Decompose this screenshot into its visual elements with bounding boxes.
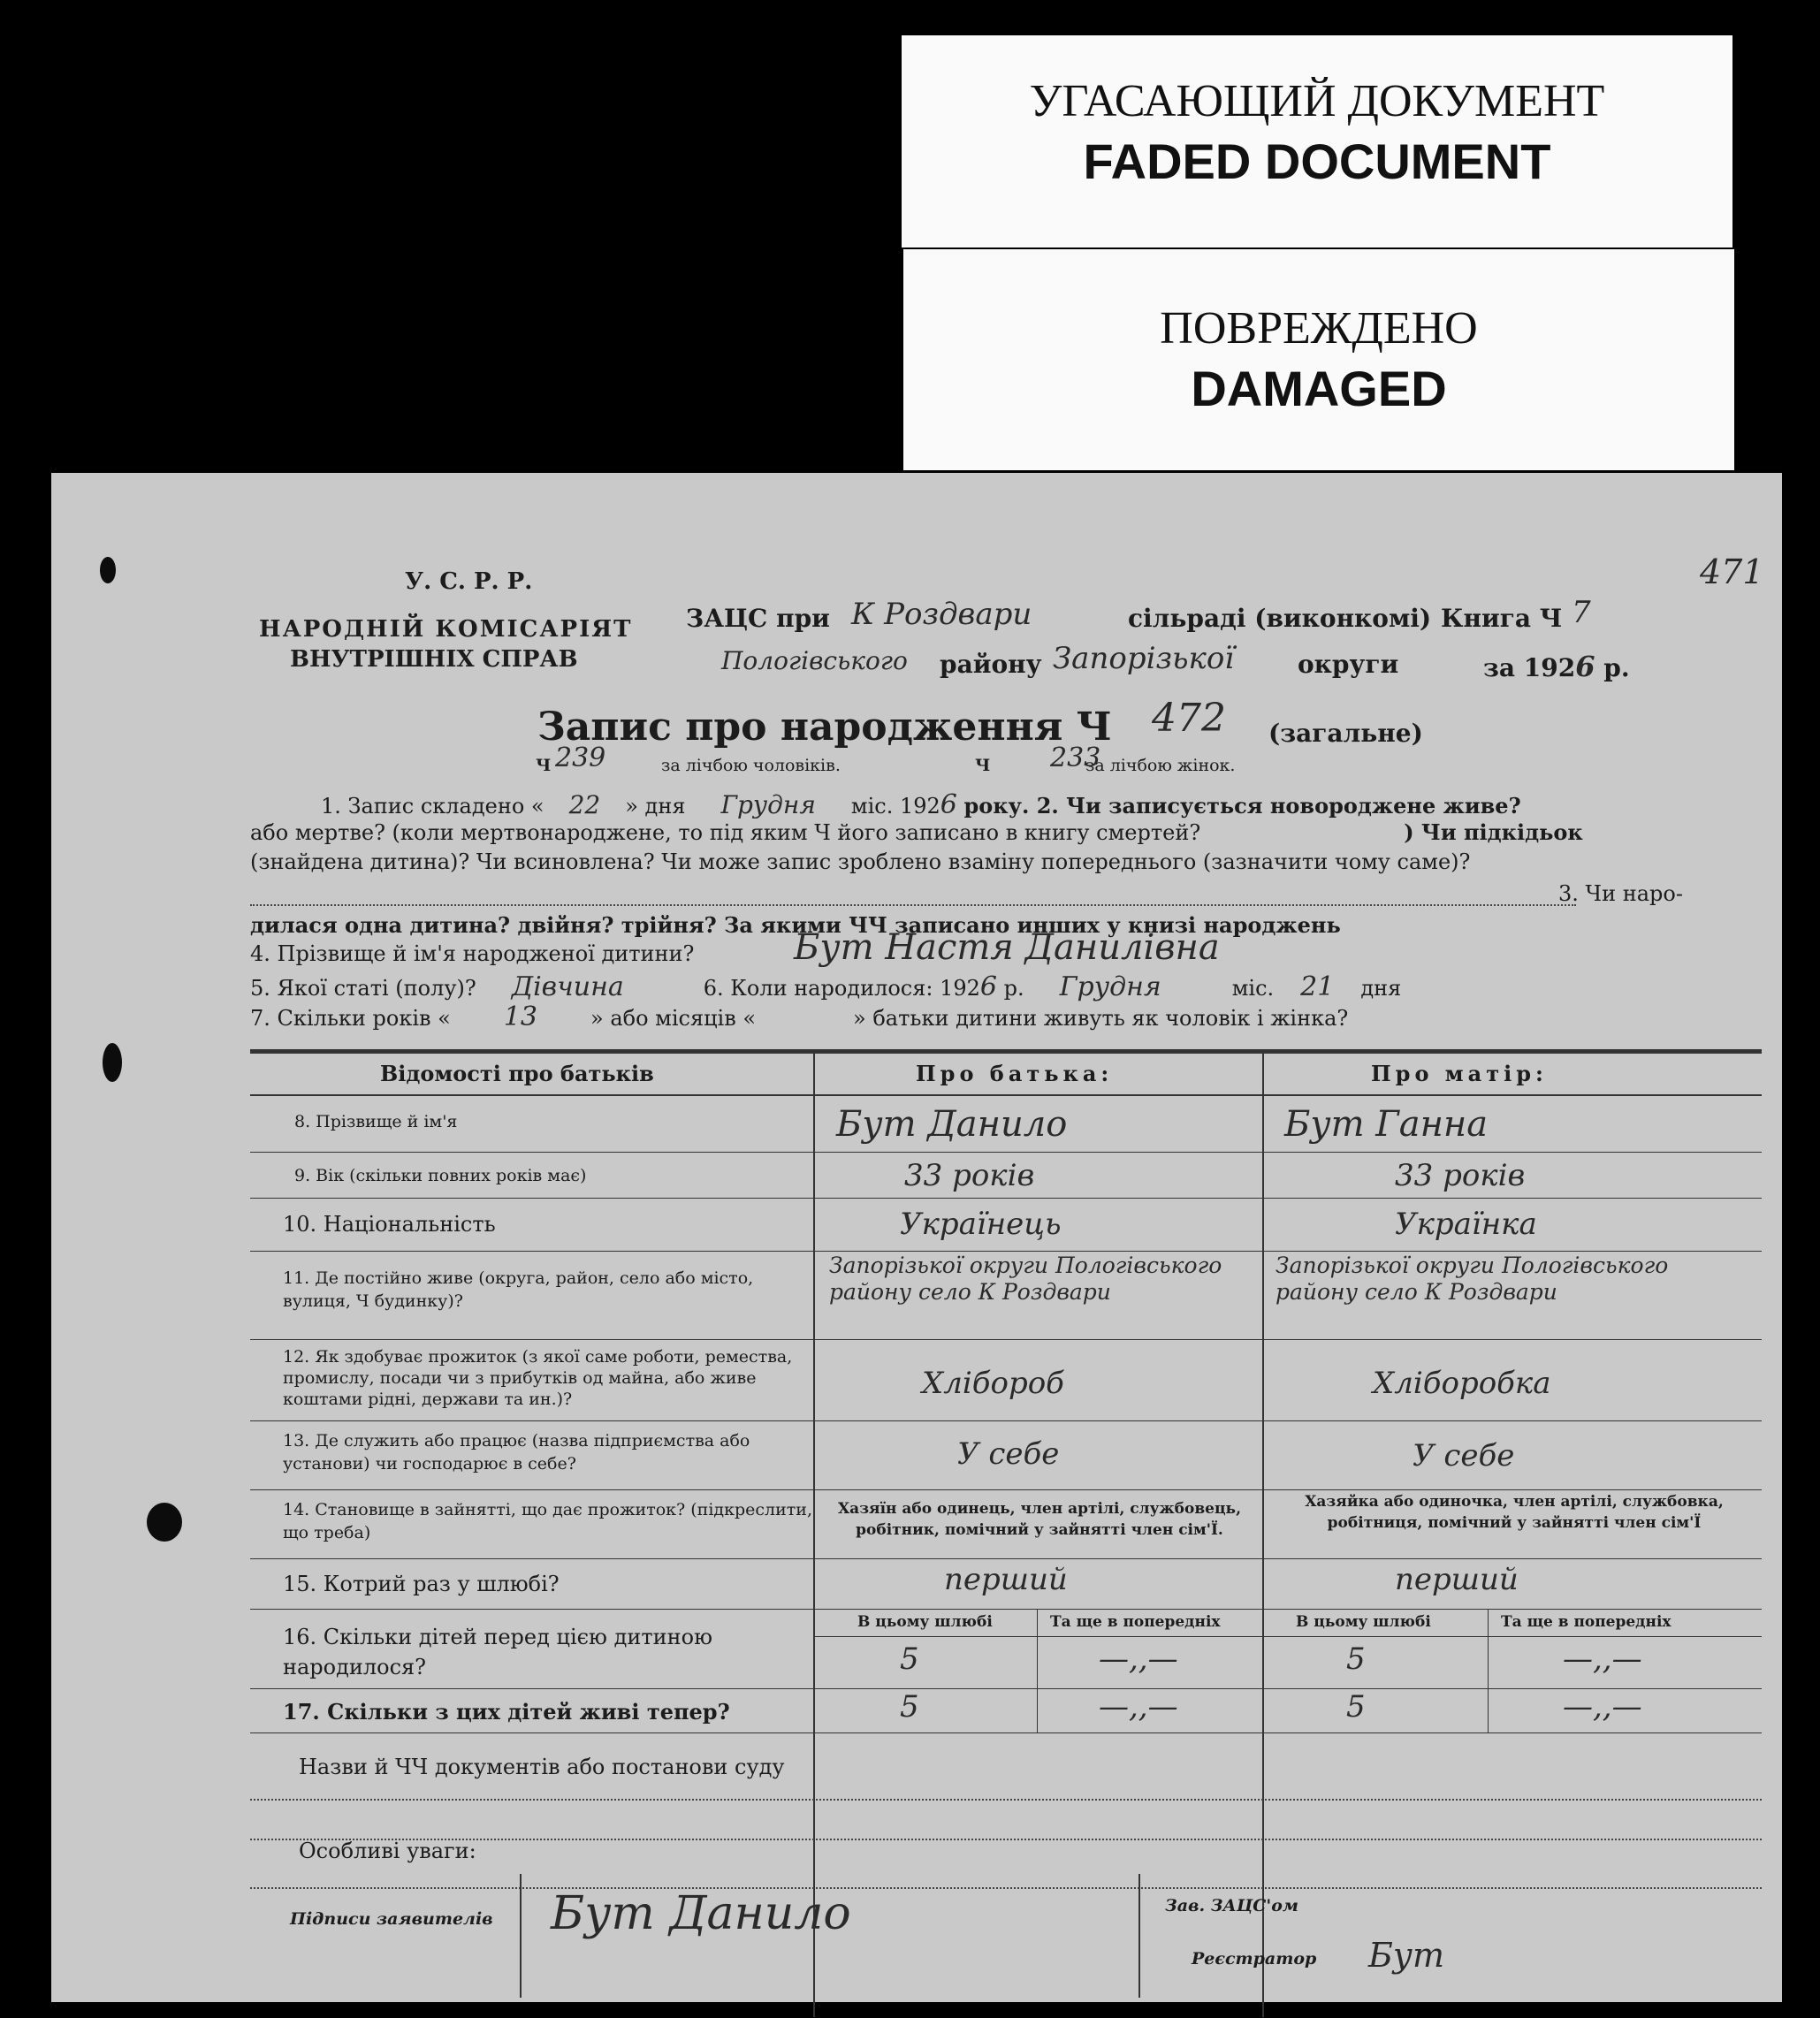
mother-occupation: Хліборобка [1373, 1366, 1551, 1401]
father-sub-previous: Та ще в попередніх [1050, 1613, 1221, 1631]
okrug-label: округи [1298, 650, 1399, 679]
men-count-number: 239 [555, 742, 606, 773]
year-label [1483, 650, 1630, 683]
women-count-number: 233 [1050, 742, 1101, 773]
book-number: 7 [1572, 595, 1591, 630]
row-14-label: 14. Становище в зайнятті, що дає прожиток? (підкреслити, що треба) [283, 1500, 812, 1542]
father-children-prev: —,,— [1099, 1641, 1178, 1677]
damaged-label-en: DAMAGED [1191, 361, 1447, 416]
record-scope: (загальне) [1268, 719, 1423, 748]
internal-affairs-heading: ВНУТРІШНІХ СПРАВ [290, 646, 578, 673]
men-count-prefix: Ч [536, 756, 552, 775]
ussr-heading: У. С. Р. Р. [405, 568, 533, 595]
row-rule [250, 1251, 1762, 1252]
men-count-label: за лічбою чоловіків. [661, 756, 841, 775]
row-16-label: 16. Скільки дітей перед цією дитиною народилося? [283, 1625, 712, 1679]
blank-line [250, 1887, 1762, 1889]
line-1 [321, 789, 1521, 820]
line-2 [250, 819, 1583, 845]
line-8-b: » або місяців « [590, 1006, 757, 1031]
documents-label: Назви й ЧЧ документів або постанови суду [299, 1755, 785, 1779]
line-8 [250, 1001, 1348, 1032]
father-residence: Запорізької округи Пологівського району село К Роздвари [829, 1253, 1222, 1305]
line-2-end: ) Чи підкідьок [1404, 819, 1583, 845]
line-7-e: дня [1360, 976, 1402, 1001]
mother-children-prev: —,,— [1563, 1641, 1642, 1677]
col-father-header: Про батька: [916, 1061, 1114, 1086]
line-7-b: 6. Коли народилося: 192 [703, 976, 980, 1001]
mother-sub-this-marriage: В цьому шлюбі [1296, 1613, 1431, 1631]
row-rule [250, 1609, 1762, 1610]
row-13-label: 13. Де служить або працює (назва підприємства або установи) чи господарює в себе? [283, 1431, 750, 1474]
father-children-this: 5 [900, 1641, 919, 1677]
mother-alive-prev: —,,— [1563, 1689, 1642, 1725]
record-number: 472 [1152, 696, 1226, 741]
book-label: Книга Ч [1441, 604, 1563, 633]
mother-marriage-count: перший [1395, 1562, 1519, 1597]
mother-alive-this: 5 [1346, 1689, 1366, 1725]
women-count-label: за лічбою жінок. [1085, 756, 1236, 775]
sub-col-divider [1488, 1609, 1489, 1732]
row-rule [250, 1420, 1762, 1421]
table-top-rule [250, 1049, 1762, 1054]
birth-month: Грудня [1059, 971, 1161, 1002]
record-month: Грудня [720, 790, 816, 819]
mother-workplace: У себе [1413, 1438, 1515, 1474]
row-8-label: 8. Прізвище й ім'я [294, 1112, 458, 1131]
line-6: 4. Прізвище й ім'я народженої дитини? [250, 941, 695, 966]
line-7 [250, 971, 1401, 1002]
village-name: К Роздвари [851, 597, 1032, 632]
birth-year-digit: 6 [979, 971, 997, 1002]
father-workplace: У себе [957, 1436, 1060, 1472]
row-rule [250, 1152, 1762, 1153]
row-rule [250, 1688, 1762, 1689]
district-label: району [940, 650, 1042, 679]
year-suffix: р. [1603, 653, 1630, 682]
table-header-rule [250, 1094, 1762, 1096]
birth-day: 21 [1300, 971, 1335, 1002]
child-sex: Дівчина [511, 971, 624, 1002]
years-married: 13 [503, 1001, 538, 1032]
blank-line [250, 1839, 1762, 1840]
sub-col-divider [1037, 1609, 1038, 1732]
blank-line [250, 1799, 1762, 1801]
father-name: Бут Данило [836, 1104, 1068, 1145]
applicants-signature-label: Підписи заявителів [290, 1909, 493, 1929]
signature-divider [1138, 1874, 1140, 1998]
father-marriage-count: перший [944, 1562, 1068, 1597]
mother-nationality: Українка [1395, 1207, 1537, 1242]
line-8-c: » батьки дитини живуть як чоловік і жінка? [853, 1006, 1349, 1031]
birth-record-form [51, 473, 1782, 2002]
line-2-text: або мертве? (коли мертвонароджене, то під яким Ч його записано в книгу смертей? [250, 820, 1201, 845]
col-info-header: Відомості про батьків [380, 1061, 654, 1086]
row-11-label: 11. Де постійно живе (округа, район, село або місто, вулиця, Ч будинку)? [283, 1268, 754, 1311]
line-1-c: міс. 192 [850, 794, 940, 819]
line-3: (знайдена дитина)? Чи всиновлена? Чи може запис зроблено взаміну попереднього (зазначити чому саме)? [250, 849, 1471, 874]
blank-line [250, 904, 1576, 906]
father-occupation: Хлібороб [922, 1366, 1064, 1401]
mother-employment-status: Хазяйка або одиночка, член артілі, службовка, робітниця, помічний у зайнятті член сім'Ї [1305, 1493, 1724, 1532]
commissariat-heading: НАРОДНІЙ КОМІСАРІЯТ [259, 616, 633, 643]
line-1-b: » дня [625, 794, 686, 819]
col-mother-header: Про матір: [1371, 1061, 1548, 1086]
line-4-end: 3. Чи наро- [1558, 881, 1683, 906]
women-count-prefix: Ч [975, 756, 991, 775]
faded-document-label [902, 35, 1732, 247]
row-17-label: 17. Скільки з цих дітей живі тепер? [283, 1699, 730, 1725]
damaged-label-ru: ПОВРЕЖДЕНО [1160, 303, 1478, 354]
father-age: 33 років [904, 1158, 1035, 1193]
father-employment-status: Хазяїн або одинець, член артілі, службовець, робітник, помічний у зайнятті член сім'Ї. [837, 1500, 1241, 1539]
line-7-a: 5. Якої статі (полу)? [250, 976, 476, 1001]
year-digit: 6 [1575, 650, 1595, 683]
row-10-label: 10. Національність [283, 1212, 496, 1237]
mother-children-this: 5 [1346, 1641, 1366, 1677]
line-1-d: року. 2. Чи записується новороджене живе? [963, 793, 1521, 819]
row-rule [250, 1339, 1762, 1340]
father-sub-this-marriage: В цьому шлюбі [857, 1613, 993, 1631]
line-5: дилася одна дитина? двійня? трійня? За якими ЧЧ записано инших у книзі народжень [250, 912, 1341, 938]
village-council-label: сільраді (виконкомі) [1128, 604, 1432, 633]
form-title: Запис про народження Ч [537, 704, 1112, 750]
registrar-label: Реєстратор [1192, 1949, 1317, 1969]
faded-label-ru: УГАСАЮЩИЙ ДОКУМЕНТ [1029, 76, 1605, 126]
father-alive-this: 5 [900, 1689, 919, 1725]
district-name: Пологівського [721, 646, 908, 675]
row-12-label: 12. Як здобуває прожиток (з якої саме роботи, ремества, промислу, посади чи з прибутків од майна, або живе коштами рідні, держави та ин.)? [283, 1347, 793, 1409]
mother-name: Бут Ганна [1284, 1104, 1489, 1145]
signature-divider [520, 1874, 522, 1998]
faded-label-en: FADED DOCUMENT [1083, 133, 1551, 189]
father-alive-prev: —,,— [1099, 1689, 1178, 1725]
child-name: Бут Настя Данилівна [794, 927, 1220, 968]
line-7-c: р. [1003, 976, 1024, 1001]
line-1-a: 1. Запис складено « [321, 794, 544, 819]
record-day: 22 [568, 790, 601, 819]
punch-hole [100, 557, 116, 583]
corner-number: 471 [1700, 552, 1764, 591]
punch-hole [147, 1503, 182, 1542]
row-rule [813, 1636, 1762, 1637]
mother-age: 33 років [1395, 1158, 1526, 1193]
special-notes-label: Особливі уваги: [299, 1839, 476, 1863]
row-rule [250, 1489, 1762, 1490]
punch-hole [103, 1043, 122, 1082]
applicant-signature: Бут Данило [551, 1887, 851, 1940]
father-nationality: Українець [900, 1207, 1062, 1242]
mother-sub-previous: Та ще в попередніх [1501, 1613, 1672, 1631]
zags-label: ЗАЦС при [686, 604, 830, 633]
mother-residence: Запорізької округи Пологівського району село К Роздвари [1276, 1253, 1669, 1305]
okrug-name: Запорізької [1053, 641, 1235, 676]
row-15-label: 15. Котрий раз у шлюбі? [283, 1572, 560, 1596]
registrar-signature: Бут [1368, 1936, 1445, 1975]
damaged-document-label [903, 249, 1734, 470]
year-prefix: за 192 [1483, 653, 1576, 682]
row-rule [250, 1198, 1762, 1199]
row-9-label: 9. Вік (скільки повних років має) [294, 1166, 587, 1185]
head-of-zags-label: Зав. ЗАЦС'ом [1165, 1896, 1298, 1915]
line-8-a: 7. Скільки років « [250, 1006, 451, 1031]
line-7-d: міс. [1231, 976, 1275, 1001]
row-rule [250, 1732, 1762, 1733]
record-year-digit: 6 [940, 789, 957, 820]
row-rule [250, 1558, 1762, 1559]
